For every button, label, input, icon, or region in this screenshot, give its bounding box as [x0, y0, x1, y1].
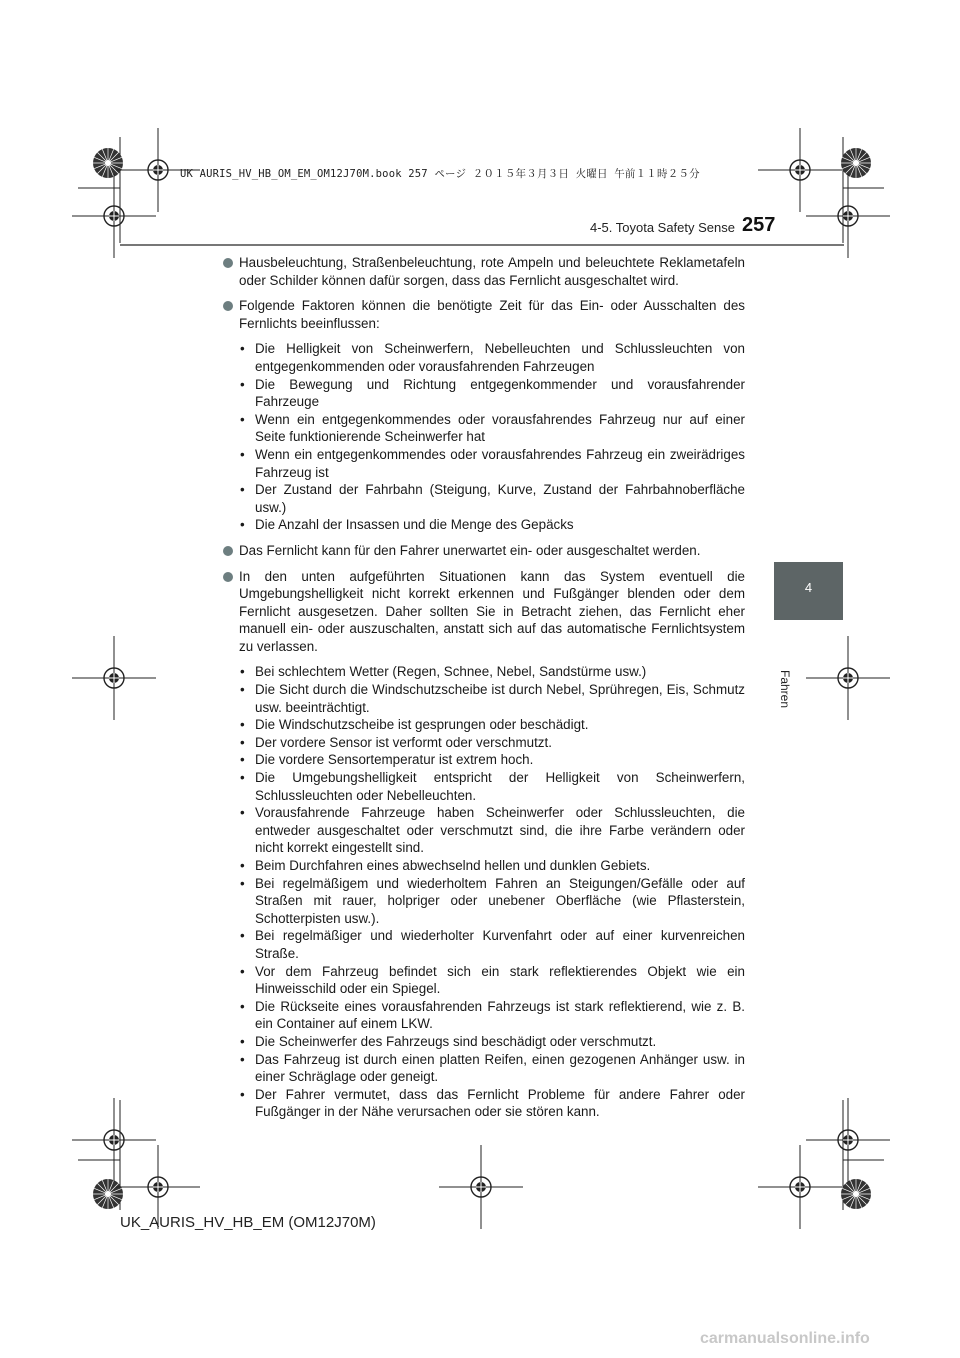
- list-item-text: Vorausfahrende Fahrzeuge haben Scheinwerfer oder Schlussleuchten, die entweder ausgeschaltet oder verschmutzt sind, die ihre Farbe verändern oder nicht korrekt eingestellt sind.: [255, 805, 745, 856]
- list-bullet-icon: •: [240, 770, 245, 786]
- list-bullet-icon: •: [240, 998, 245, 1014]
- list-bullet-icon: •: [240, 1086, 245, 1102]
- list-bullet-icon: •: [240, 411, 245, 427]
- bullet-paragraph: [223, 254, 745, 289]
- list-item: [237, 804, 745, 857]
- list-item: [237, 734, 745, 752]
- list-item-text: Die Bewegung und Richtung entgegenkommender und vorausfahrender Fahrzeuge: [255, 376, 745, 410]
- list-item-text: Wenn ein entgegenkommendes oder vorausfahrendes Fahrzeug ein zweirädriges Fahrzeug ist: [255, 446, 745, 480]
- list-item-text: Wenn ein entgegenkommendes oder vorausfahrendes Fahrzeug nur auf einer Seite funktionierende Scheinwerfer hat: [255, 411, 745, 445]
- watermark: carmanualsonline.info: [700, 1330, 870, 1347]
- footer-code: UK_AURIS_HV_HB_EM (OM12J70M): [120, 1214, 376, 1231]
- bullet-text: Das Fernlicht kann für den Fahrer unerwartet ein- oder ausgeschaltet werden.: [239, 542, 701, 558]
- list-bullet-icon: •: [240, 341, 245, 357]
- bullet-paragraph: [223, 542, 745, 560]
- list-item-text: Das Fahrzeug ist durch einen platten Reifen, einen gezogenen Anhänger usw. in einer Schräglage oder geneigt.: [255, 1051, 745, 1085]
- bullet-text: Folgende Faktoren können die benötigte Zeit für das Ein- oder Ausschalten des Fernlichts beeinflussen:: [239, 298, 745, 331]
- list-bullet-icon: •: [240, 664, 245, 680]
- list-bullet-icon: •: [240, 928, 245, 944]
- list-item: [237, 875, 745, 928]
- bullet-text: Hausbeleuchtung, Straßenbeleuchtung, rote Ampeln und beleuchtete Reklametafeln oder Schilder können dafür sorgen, dass das Fernlicht ausgeschaltet wird.: [239, 255, 745, 288]
- bullet-paragraph: [223, 297, 745, 332]
- list-bullet-icon: •: [240, 446, 245, 462]
- list-item-text: Vor dem Fahrzeug befindet sich ein stark reflektierendes Objekt wie ein Hinweisschild oder ein Spiegel.: [255, 963, 745, 997]
- page-number: 257: [742, 214, 776, 236]
- list-item: [237, 963, 745, 998]
- list-item: [237, 1033, 745, 1051]
- list-item-text: Die Scheinwerfer des Fahrzeugs sind beschädigt oder verschmutzt.: [255, 1033, 657, 1049]
- list-item-text: Bei schlechtem Wetter (Regen, Schnee, Nebel, Sandstürme usw.): [255, 664, 647, 680]
- list-item-text: Die Umgebungshelligkeit entspricht der Helligkeit von Scheinwerfern, Schlussleuchten oder Nebelleuchten.: [255, 770, 745, 803]
- chapter-tab-label-wrap: [778, 630, 808, 709]
- bullet-dot-icon: [223, 301, 233, 311]
- list-bullet-icon: •: [240, 717, 245, 733]
- list-item: [237, 751, 745, 769]
- sub-list: [237, 663, 745, 1120]
- body-content: [223, 254, 745, 1129]
- list-item: [237, 516, 745, 534]
- section-title: 4-5. Toyota Safety Sense: [589, 220, 735, 235]
- list-bullet-icon: •: [240, 805, 245, 821]
- bullet-paragraph: [223, 568, 745, 656]
- bullet-dot-icon: [223, 572, 233, 582]
- list-item-text: Der Fahrer vermutet, dass das Fernlicht Probleme für andere Fahrer oder Fußgänger in der Nähe verursachen oder sie stören kann.: [255, 1086, 745, 1120]
- list-item: [237, 1051, 745, 1086]
- list-bullet-icon: •: [240, 1033, 245, 1049]
- sub-list: [237, 340, 745, 534]
- header-rule: [120, 244, 844, 246]
- list-bullet-icon: •: [240, 482, 245, 498]
- list-item-text: Die Sicht durch die Windschutzscheibe ist durch Nebel, Sprühregen, Eis, Schmutz usw. beeinträchtigt.: [255, 682, 745, 715]
- print-info-line: UK AURIS_HV_HB_OM_EM_OM12J70M.book 257 ページ ２０１５年３月３日 火曜日 午前１１時２５分: [180, 168, 700, 180]
- list-item-text: Bei regelmäßiger und wiederholter Kurvenfahrt oder auf einer kurvenreichen Straße.: [255, 928, 745, 961]
- list-item: [237, 681, 745, 716]
- bullet-text: In den unten aufgeführten Situationen kann das System eventuell die Umgebungshelligkeit nicht korrekt erkennen und Fußgänger blenden oder dem Fernlicht ausgesetzen. Daher sollten Sie in Betracht ziehen, das Fernlicht eher manuell ein- oder auszuschalten, anstatt sich auf das automatische Fernlichtsystem zu verlassen.: [239, 568, 745, 654]
- list-item-text: Die Anzahl der Insassen und die Menge des Gepäcks: [255, 517, 574, 533]
- chapter-tab: [774, 562, 843, 620]
- list-item: [237, 481, 745, 516]
- list-item: [237, 769, 745, 804]
- list-bullet-icon: •: [240, 734, 245, 750]
- list-item-text: Der vordere Sensor ist verformt oder verschmutzt.: [255, 734, 552, 750]
- list-bullet-icon: •: [240, 517, 245, 533]
- list-item: [237, 411, 745, 446]
- bullet-dot-icon: [223, 546, 233, 556]
- list-item-text: Die Rückseite eines vorausfahrenden Fahrzeugs ist stark reflektierend, wie z. B. ein Container auf einem LKW.: [255, 998, 745, 1032]
- list-item-text: Bei regelmäßigem und wiederholtem Fahren an Steigungen/Gefälle oder auf Straßen mit rauer, holpriger oder unebener Oberfläche (wie Pflasterstein, Schotterpisten usw.).: [255, 875, 745, 926]
- list-bullet-icon: •: [240, 1051, 245, 1067]
- list-bullet-icon: •: [240, 752, 245, 768]
- bullet-dot-icon: [223, 258, 233, 268]
- list-item: [237, 446, 745, 481]
- list-item: [237, 716, 745, 734]
- list-bullet-icon: •: [240, 858, 245, 873]
- list-bullet-icon: •: [240, 376, 245, 392]
- list-item-text: Der Zustand der Fahrbahn (Steigung, Kurve, Zustand der Fahrbahnoberfläche usw.): [255, 482, 745, 515]
- list-item: [237, 927, 745, 962]
- list-item: [237, 857, 745, 875]
- list-item-text: Die Windschutzscheibe ist gesprungen oder beschädigt.: [255, 717, 589, 733]
- list-bullet-icon: •: [240, 875, 245, 891]
- list-item-text: Die Helligkeit von Scheinwerfern, Nebelleuchten und Schlussleuchten von entgegenkommenden oder vorausfahrenden Fahrzeugen: [255, 341, 745, 374]
- chapter-tab-number: 4: [804, 580, 813, 595]
- list-item: [237, 998, 745, 1033]
- list-item: [237, 663, 745, 681]
- list-item-text: Beim Durchfahren eines abwechselnd hellen und dunklen Gebiets.: [255, 858, 651, 873]
- list-bullet-icon: •: [240, 682, 245, 698]
- list-item-text: Die vordere Sensortemperatur ist extrem hoch.: [255, 752, 534, 768]
- chapter-tab-label: Fahren: [778, 670, 792, 709]
- list-item: [237, 340, 745, 375]
- list-item: [237, 376, 745, 411]
- list-item: [237, 1086, 745, 1121]
- list-bullet-icon: •: [240, 963, 245, 979]
